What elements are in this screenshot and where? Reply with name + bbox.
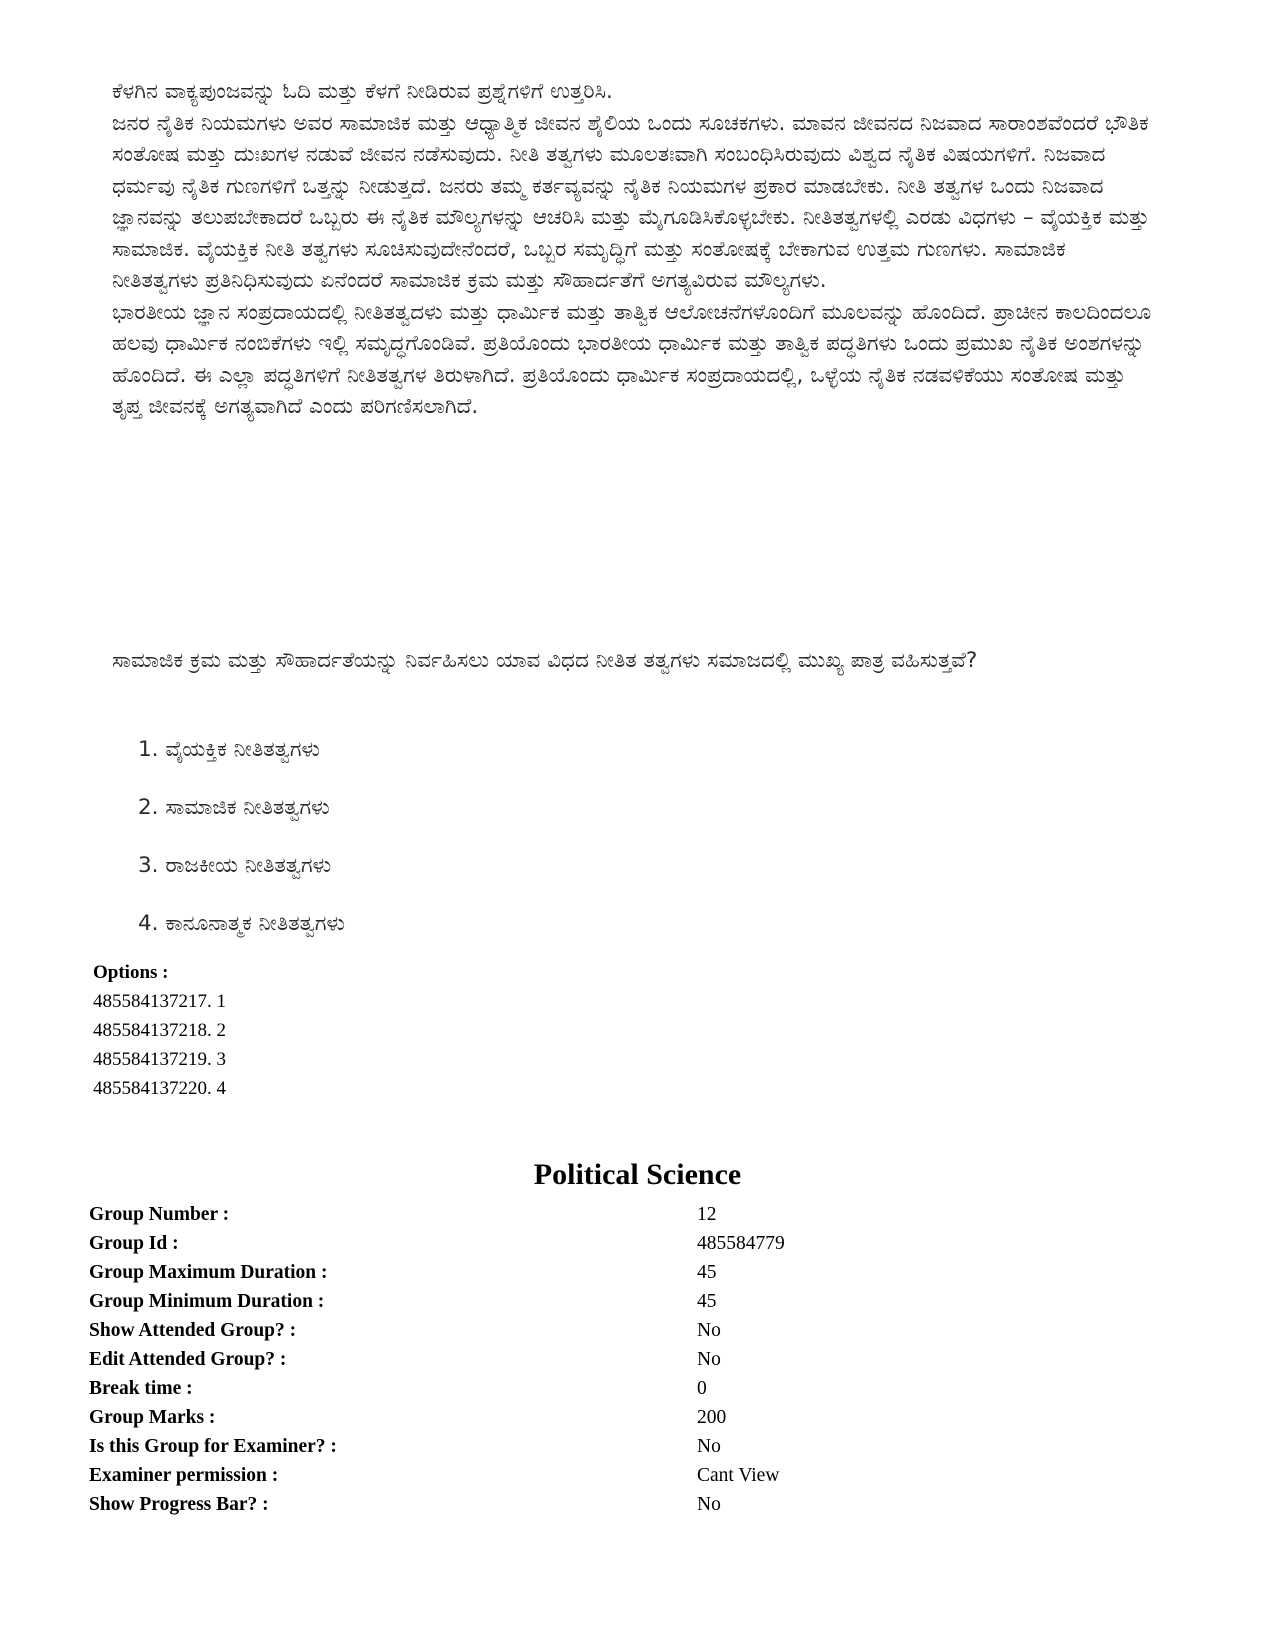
group-info-row: [89, 1461, 1189, 1490]
option-id: 485584137218. 2: [93, 1020, 226, 1041]
info-label: Group Minimum Duration :: [89, 1291, 325, 1312]
info-value: No: [697, 1320, 721, 1341]
group-info-row: [89, 1374, 1189, 1403]
info-value: 200: [697, 1407, 727, 1428]
group-info-row: [89, 1229, 1189, 1258]
options-heading: Options :: [93, 962, 169, 983]
info-value: No: [697, 1436, 721, 1457]
passage-paragraph: ಭಾರತೀಯ ಜ್ಞಾನ ಸಂಪ್ರದಾಯದಲ್ಲಿ ನೀತಿತತ್ವದಳು ಮತ್ತು ಧಾರ್ಮಿಕ ಮತ್ತು ತಾತ್ವಿಕ ಆಲೋಚನೆಗಳೊಂದಿಗೆ ಮೂಲವನ್ನು ಹೊಂದಿದೆ. ಪ್ರಾಚೀನ ಕಾಲದಿಂದಲೂ ಹಲವು ಧಾರ್ಮಿಕ ನಂಬಿಕೆಗಳು ಇಲ್ಲಿ ಸಮೃದ್ಧಗೊಂಡಿವೆ. ಪ್ರತಿಯೊಂದು ಭಾರತೀಯ ಧಾರ್ಮಿಕ ಮತ್ತು ತಾತ್ವಿಕ ಪದ್ಧತಿಗಳು ಒಂದು ಪ್ರಮುಖ ನೈತಿಕ ಅಂಶಗಳನ್ನು ಹೊಂದಿದೆ. ಈ ಎಲ್ಲಾ ಪದ್ಧತಿಗಳಿಗೆ ನೀತಿತತ್ವಗಳ ತಿರುಳಾಗಿದೆ. ಪ್ರತಿಯೊಂದು ಧಾರ್ಮಿಕ ಸಂಪ್ರದಾಯದಲ್ಲಿ, ಒಳ್ಳೆಯ ನೈತಿಕ ನಡವಳಿಕೆಯು ಸಂತೋಷ ಮತ್ತು ತೃಪ್ತ ಜೀವನಕ್ಕೆ ಅಗತ್ಯವಾಗಿದೆ ಎಂದು ಪರಿಗಣಿಸಲಾಗಿದೆ.: [112, 299, 1152, 419]
group-info-row: [89, 1287, 1189, 1316]
info-label: Group Id :: [89, 1233, 179, 1254]
info-label: Group Marks :: [89, 1407, 216, 1428]
info-value: 0: [697, 1378, 707, 1399]
answer-choice: 3. ರಾಜಕೀಯ ನೀತಿತತ್ವಗಳು: [138, 853, 332, 878]
group-info-row: [89, 1258, 1189, 1287]
group-info-row: [89, 1432, 1189, 1461]
section-title: Political Science: [533, 1158, 742, 1191]
answer-choice: 2. ಸಾಮಾಜಿಕ ನೀತಿತತ್ವಗಳು: [138, 795, 330, 820]
options-block: [93, 958, 226, 1103]
info-value: 45: [697, 1262, 717, 1283]
info-value: 12: [697, 1204, 717, 1225]
group-info-row: [89, 1403, 1189, 1432]
group-info-row: [89, 1345, 1189, 1374]
answer-choice: 4. ಕಾನೂನಾತ್ಮಕ ನೀತಿತತ್ವಗಳು: [138, 911, 345, 936]
option-id: 485584137220. 4: [93, 1078, 226, 1099]
passage-paragraph: ಜನರ ನೈತಿಕ ನಿಯಮಗಳು ಅವರ ಸಾಮಾಜಿಕ ಮತ್ತು ಆಧ್ಯಾತ್ಮಿಕ ಜೀವನ ಶೈಲಿಯ ಒಂದು ಸೂಚಕಗಳು. ಮಾವನ ಜೀವನದ ನಿಜವಾದ ಸಾರಾಂಶವೆಂದರೆ ಭೌತಿಕ ಸಂತೋಷ ಮತ್ತು ದುಃಖಗಳ ನಡುವೆ ಜೀವನ ನಡೆಸುವುದು. ನೀತಿ ತತ್ವಗಳು ಮೂಲತಃವಾಗಿ ಸಂಬಂಧಿಸಿರುವುದು ವಿಶ್ವದ ನೈತಿಕ ವಿಷಯಗಳಿಗೆ. ನಿಜವಾದ ಧರ್ಮವು ನೈತಿಕ ಗುಣಗಳಿಗೆ ಒತ್ತನ್ನು ನೀಡುತ್ತದೆ. ಜನರು ತಮ್ಮ ಕರ್ತವ್ಯವನ್ನು ನೈತಿಕ ನಿಯಮಗಳ ಪ್ರಕಾರ ಮಾಡಬೇಕು. ನೀತಿ ತತ್ವಗಳ ಒಂದು ನಿಜವಾದ ಜ್ಞಾನವನ್ನು ತಲುಪಬೇಕಾದರೆ ಒಬ್ಬರು ಈ ನೈತಿಕ ಮೌಲ್ಯಗಳನ್ನು ಆಚರಿಸಿ ಮತ್ತು ಮೈಗೂಡಿಸಿಕೊಳ್ಳಬೇಕು. ನೀತಿತತ್ವಗಳಲ್ಲಿ ಎರಡು ವಿಧಗಳು – ವೈಯಕ್ತಿಕ ಮತ್ತು ಸಾಮಾಜಿಕ. ವೈಯಕ್ತಿಕ ನೀತಿ ತತ್ವಗಳು ಸೂಚಿಸುವುದೇನೆಂದರೆ, ಒಬ್ಬರ ಸಮೃದ್ಧಿಗೆ ಮತ್ತು ಸಂತೋಷಕ್ಕೆ ಬೇಕಾಗುವ ಉತ್ತಮ ಗುಣಗಳು. ಸಾಮಾಜಿಕ ನೀತಿತತ್ವಗಳು ಪ್ರತಿನಿಧಿಸುವುದು ಏನೆಂದರೆ ಸಾಮಾಜಿಕ ಕ್ರಮ ಮತ್ತು ಸೌಹಾರ್ದತೆಗೆ ಅಗತ್ಯವಿರುವ ಮೌಲ್ಯಗಳು.: [112, 110, 1150, 293]
group-info-table: [89, 1200, 1189, 1519]
answer-choice: 1. ವೈಯಕ್ತಿಕ ನೀತಿತತ್ವಗಳು: [138, 737, 320, 762]
info-label: Is this Group for Examiner? :: [89, 1436, 337, 1457]
passage-instruction: ಕೆಳಗಿನ ವಾಕ್ಯಪುಂಜವನ್ನು ಓದಿ ಮತ್ತು ಕೆಳಗೆ ನೀಡಿರುವ ಪ್ರಶ್ನೆಗಳಿಗೆ ಉತ್ತರಿಸಿ.: [112, 79, 613, 104]
option-id: 485584137217. 1: [93, 991, 226, 1012]
info-label: Edit Attended Group? :: [89, 1349, 287, 1370]
question-text: ಸಾಮಾಜಿಕ ಕ್ರಮ ಮತ್ತು ಸೌಹಾರ್ದತೆಯನ್ನು ನಿರ್ವಹಿಸಲು ಯಾವ ವಿಧದ ನೀತಿತ ತತ್ವಗಳು ಸಮಾಜದಲ್ಲಿ ಮುಖ್ಯ ಪಾತ್ರ ವಹಿಸುತ್ತವೆ?: [112, 648, 978, 673]
group-info-row: [89, 1200, 1189, 1229]
info-value: Cant View: [697, 1465, 780, 1486]
info-value: 45: [697, 1291, 717, 1312]
info-label: Show Progress Bar? :: [89, 1494, 269, 1515]
info-label: Break time :: [89, 1378, 193, 1399]
info-label: Examiner permission :: [89, 1465, 279, 1486]
info-value: No: [697, 1349, 721, 1370]
info-value: 485584779: [697, 1233, 785, 1254]
answer-choices: [138, 735, 345, 967]
option-id: 485584137219. 3: [93, 1049, 226, 1070]
info-label: Group Number :: [89, 1204, 230, 1225]
info-label: Group Maximum Duration :: [89, 1262, 328, 1283]
group-info-row: [89, 1316, 1189, 1345]
group-info-row: [89, 1490, 1189, 1519]
comprehension-passage: [112, 76, 1152, 423]
info-value: No: [697, 1494, 721, 1515]
info-label: Show Attended Group? :: [89, 1320, 297, 1341]
